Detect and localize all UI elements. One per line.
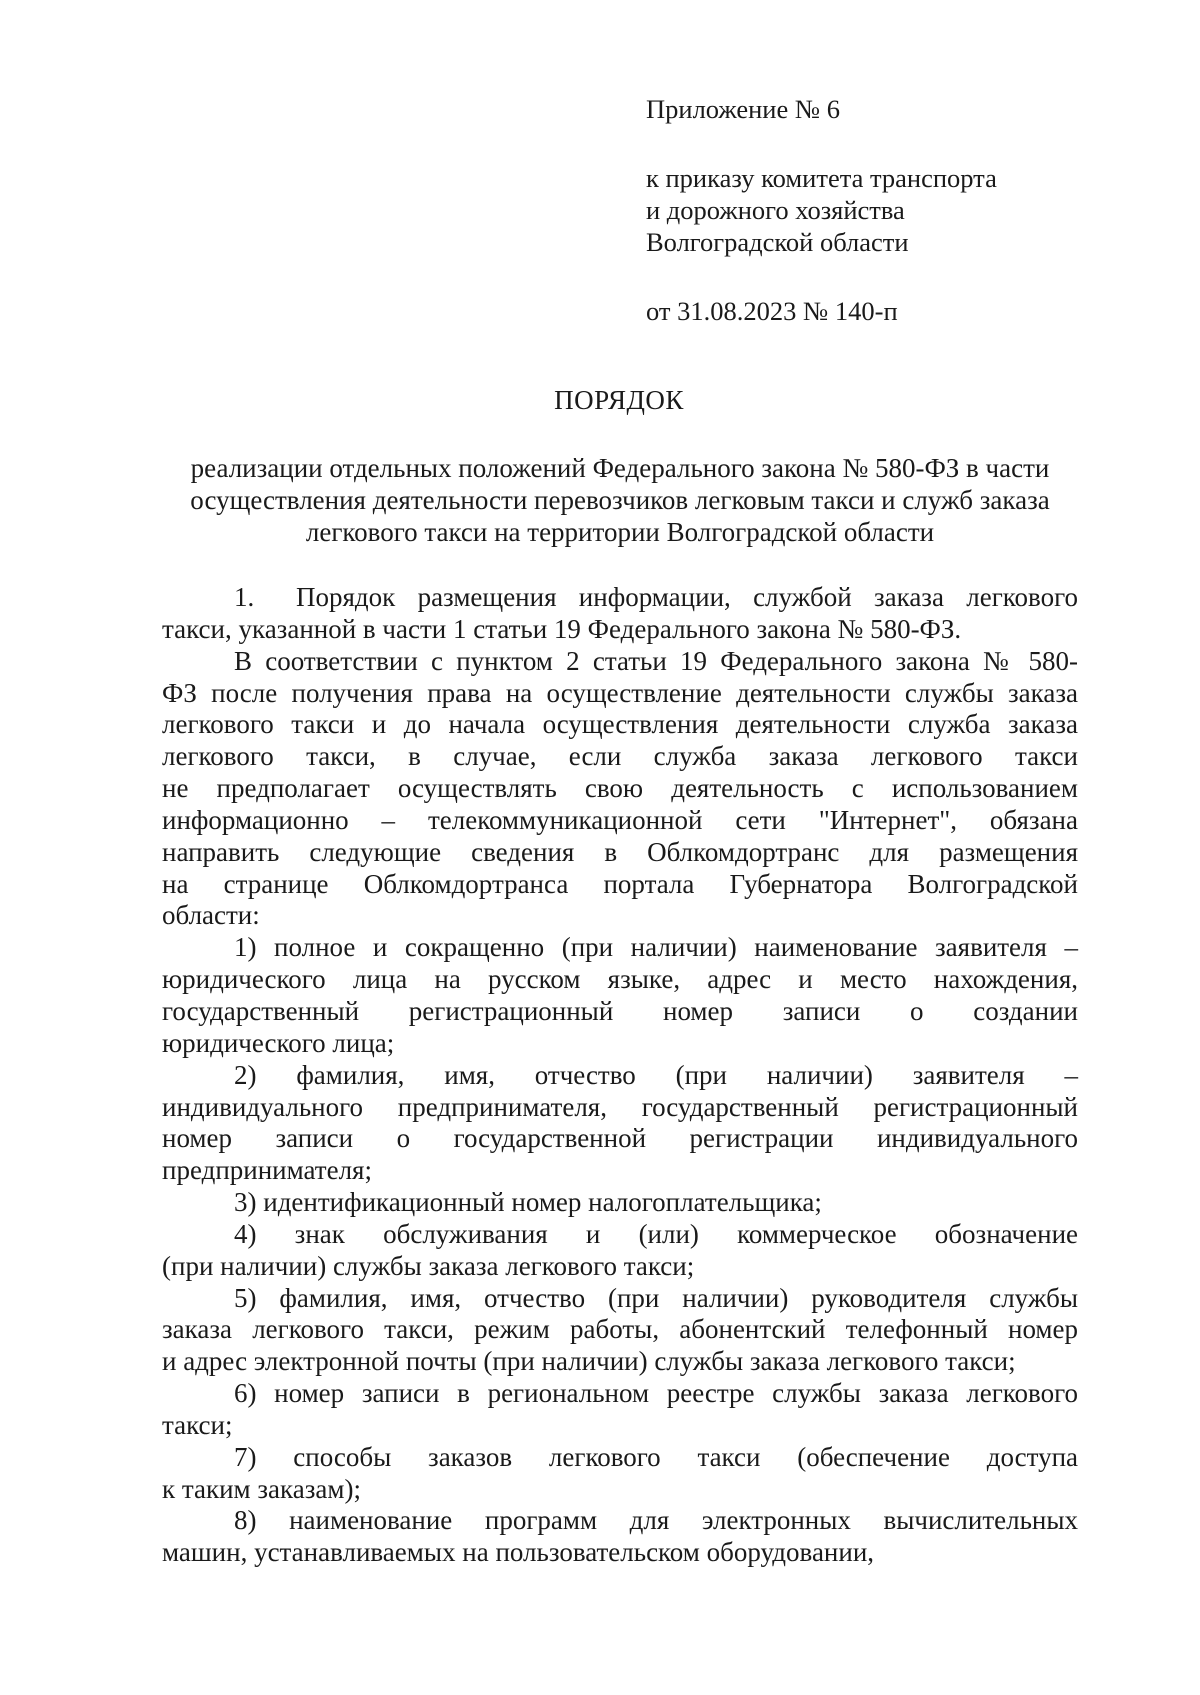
appendix-date: от 31.08.2023 № 140-п bbox=[646, 296, 898, 326]
appendix-block bbox=[646, 93, 1116, 327]
item1-line: такси, указанной в части 1 статьи 19 Федерального закона № 580-ФЗ. bbox=[162, 613, 962, 644]
list-item-line: юридического лица; bbox=[162, 1027, 395, 1058]
item1-line bbox=[162, 582, 1078, 614]
list-item-line: юридического лица на русском языке, адрес и место нахождения, bbox=[162, 964, 1078, 995]
document-subheading bbox=[160, 452, 1080, 548]
item1-number: 1. bbox=[234, 582, 255, 612]
list-item bbox=[162, 1187, 1078, 1219]
list-item-line: к таким заказам); bbox=[162, 1473, 361, 1504]
list-item bbox=[162, 1060, 1078, 1187]
intro-paragraph bbox=[162, 646, 1078, 933]
list-item-line: 6) номер записи в региональном реестре службы заказа легкового bbox=[234, 1378, 1078, 1409]
list-item bbox=[162, 1283, 1078, 1379]
list-item-line: 3) идентификационный номер налогоплательщика; bbox=[234, 1187, 822, 1218]
list-item-line: (при наличии) службы заказа легкового такси; bbox=[162, 1250, 695, 1281]
subheading-line: осуществления деятельности перевозчиков легковым такси и служб заказа bbox=[190, 485, 1050, 515]
intro-line: легкового такси, в случае, если служба заказа легкового такси bbox=[162, 741, 1078, 772]
intro-line: направить следующие сведения в Облкомдортранс для размещения bbox=[162, 836, 1078, 867]
list-item-line: 1) полное и сокращенно (при наличии) наименование заявителя – bbox=[234, 932, 1078, 963]
subheading-line: легкового такси на территории Волгоградской области bbox=[305, 517, 935, 547]
list-item-line: 7) способы заказов легкового такси (обеспечение доступа bbox=[234, 1441, 1078, 1472]
list-item-line: 4) знак обслуживания и (или) коммерческое обозначение bbox=[234, 1218, 1078, 1249]
document-heading: ПОРЯДОК bbox=[554, 385, 684, 415]
list-item bbox=[162, 1378, 1078, 1442]
list-item-line: индивидуального предпринимателя, государственный регистрационный bbox=[162, 1091, 1078, 1122]
intro-line: информационно – телекоммуникационной сети "Интернет", обязана bbox=[162, 804, 1078, 835]
appendix-title: Приложение № 6 bbox=[646, 94, 841, 124]
list-item bbox=[162, 1219, 1078, 1283]
list-item bbox=[162, 932, 1078, 1059]
intro-line: В соответствии с пунктом 2 статьи 19 Федерального закона № 580- bbox=[234, 645, 1078, 676]
list-item-line: машин, устанавливаемых на пользовательском оборудовании, bbox=[162, 1537, 875, 1568]
list-item-line: 8) наименование программ для электронных вычислительных bbox=[234, 1505, 1078, 1536]
appendix-line: Волгоградской области bbox=[646, 227, 909, 257]
list-item-line: государственный регистрационный номер записи о создании bbox=[162, 995, 1078, 1026]
list-item-line: 5) фамилия, имя, отчество (при наличии) руководителя службы bbox=[234, 1282, 1078, 1313]
list-item-line: такси; bbox=[162, 1409, 233, 1440]
list-item-line: заказа легкового такси, режим работы, абонентский телефонный номер bbox=[162, 1314, 1078, 1345]
list-item-line: 2) фамилия, имя, отчество (при наличии) заявителя – bbox=[234, 1059, 1078, 1090]
intro-line: области: bbox=[162, 900, 260, 931]
subheading-line: реализации отдельных положений Федерального закона № 580-ФЗ в части bbox=[190, 453, 1050, 483]
list-item-line: номер записи о государственной регистрации индивидуального bbox=[162, 1123, 1078, 1154]
item1-text: Порядок размещения информации, службой заказа легкового bbox=[296, 582, 1078, 612]
intro-line: на странице Облкомдортранса портала Губернатора Волгоградской bbox=[162, 868, 1078, 899]
intro-line: не предполагает осуществлять свою деятельность с использованием bbox=[162, 773, 1078, 804]
document-body bbox=[162, 582, 1078, 1569]
intro-line: ФЗ после получения права на осуществление деятельности службы заказа bbox=[162, 677, 1078, 708]
requirements-list bbox=[162, 932, 1078, 1569]
list-item-line: предпринимателя; bbox=[162, 1155, 372, 1186]
list-item bbox=[162, 1505, 1078, 1569]
appendix-line: и дорожного хозяйства bbox=[646, 195, 905, 225]
appendix-order-reference bbox=[646, 162, 1116, 258]
list-item bbox=[162, 1442, 1078, 1506]
appendix-line: к приказу комитета транспорта bbox=[646, 163, 997, 193]
list-item-line: и адрес электронной почты (при наличии) службы заказа легкового такси; bbox=[162, 1346, 1016, 1377]
intro-line: легкового такси и до начала осуществления деятельности служба заказа bbox=[162, 709, 1078, 740]
